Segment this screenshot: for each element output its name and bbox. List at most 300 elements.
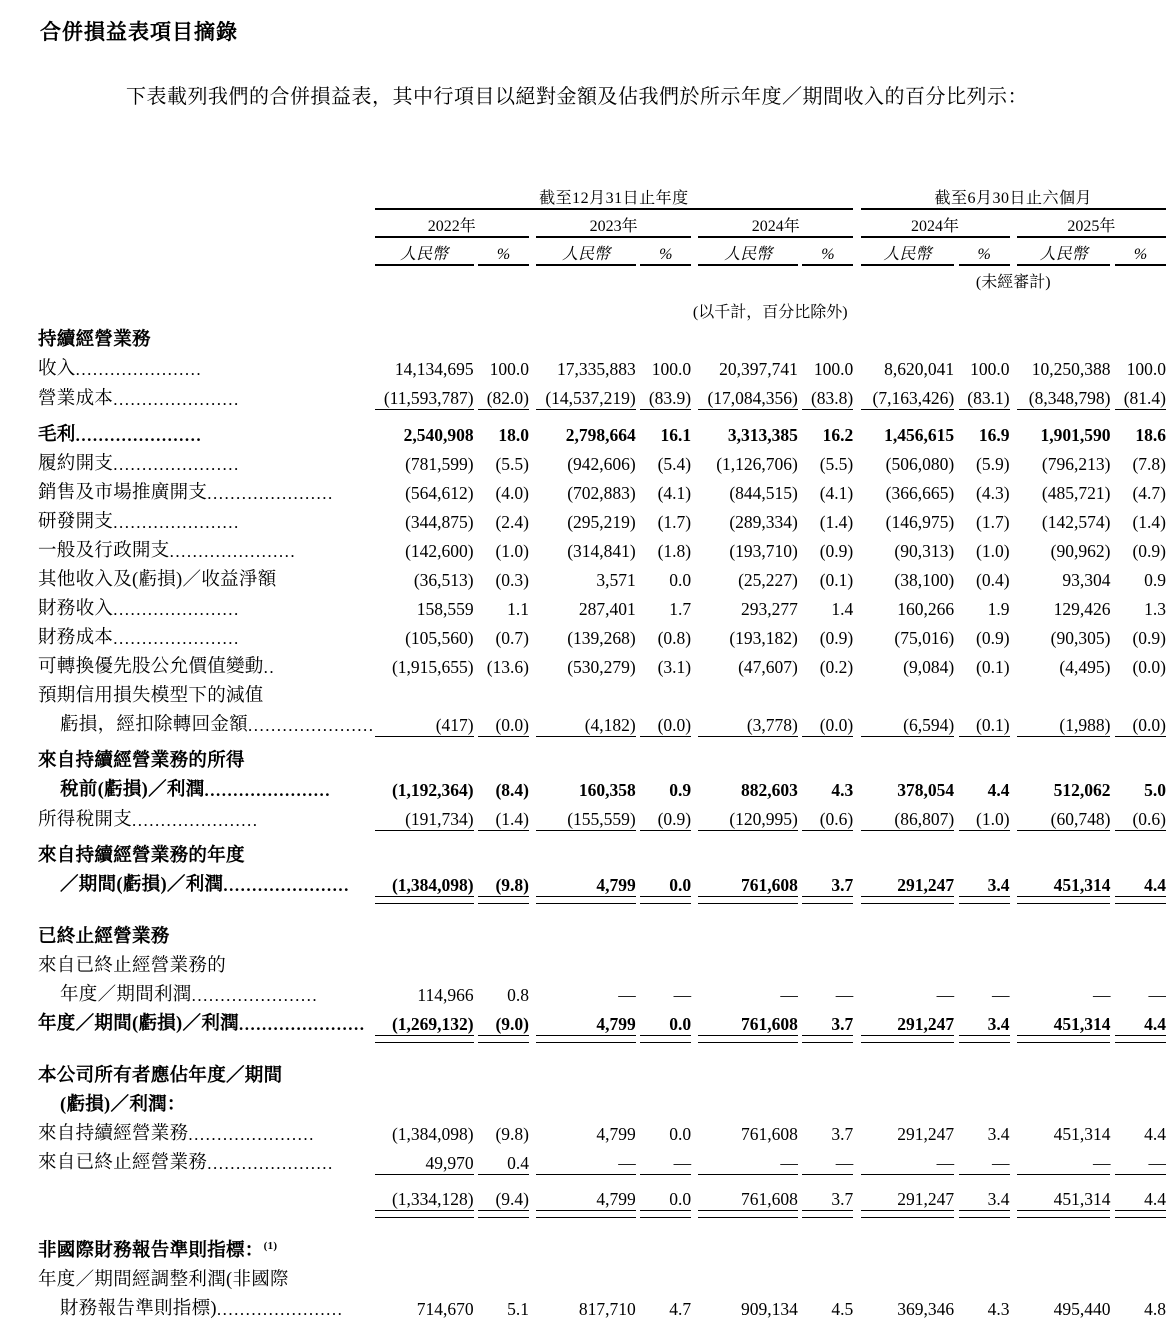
- pctrule-0: [478, 1211, 529, 1218]
- pctrule-1: [640, 1035, 691, 1042]
- cell-amount-2: 20,397,741: [698, 351, 798, 380]
- pct-header-3: %: [959, 238, 1010, 265]
- row-label-text: 稅前(虧損)／利潤: [38, 775, 205, 801]
- numrule-3: [861, 736, 955, 743]
- pctrule-0: [478, 896, 529, 903]
- cell-percent-4: —: [1115, 1145, 1166, 1175]
- cell-percent-2: 100.0: [802, 351, 853, 380]
- cell-percent-2: (0.9): [802, 620, 853, 649]
- table-row: [38, 562, 1166, 591]
- cell-percent-3: 4.4: [959, 772, 1010, 801]
- leader-dots: ......................: [248, 716, 375, 736]
- numrule-1: [536, 410, 636, 417]
- cell-amount-0: (1,269,132): [375, 1006, 474, 1036]
- cell-percent-3: 3.4: [959, 867, 1010, 897]
- cell-amount-1: (139,268): [536, 620, 636, 649]
- cell-percent-4: 18.6: [1115, 417, 1166, 446]
- numrule-0: [375, 1035, 474, 1042]
- cell-amount-1: (942,606): [536, 446, 636, 475]
- cell-percent-1: (0.8): [640, 620, 691, 649]
- cell-percent-4: 4.4: [1115, 1116, 1166, 1145]
- cell-percent-4: 5.0: [1115, 772, 1166, 801]
- numrule-4: [1017, 410, 1111, 417]
- cell-percent-4: (0.9): [1115, 533, 1166, 562]
- cell-amount-3: 291,247: [861, 867, 955, 897]
- numrule-2: [698, 736, 798, 743]
- unit-header-0: 人民幣: [375, 238, 474, 265]
- cell-percent-1: (83.9): [640, 380, 691, 410]
- cell-amount-2: 909,134: [698, 1291, 798, 1320]
- year-header-2023: 2023年: [536, 210, 691, 237]
- cell-amount-2: (844,515): [698, 475, 798, 504]
- numrule-0: [375, 1211, 474, 1218]
- row-label: [38, 533, 375, 562]
- row-label-text: 可轉換優先股公允價值變動: [38, 657, 264, 677]
- row-label: [38, 743, 375, 772]
- table-row: [38, 1145, 1166, 1175]
- numrule-1: [536, 1035, 636, 1042]
- cell-percent-1: 0.9: [640, 772, 691, 801]
- leader-dots: ......................: [239, 1015, 366, 1035]
- pctrule-3: [959, 1035, 1010, 1042]
- cell-amount-0: (142,600): [375, 533, 474, 562]
- numrule-3: [861, 1211, 955, 1218]
- cell-percent-2: (83.8): [802, 380, 853, 410]
- pctrule-4: [1115, 736, 1166, 743]
- rule-row-single: [38, 1174, 1166, 1181]
- cell-amount-1: 4,799: [536, 1181, 636, 1211]
- cell-amount-3: 1,456,615: [861, 417, 955, 446]
- numrule-2: [698, 896, 798, 903]
- cell-percent-3: 3.4: [959, 1006, 1010, 1036]
- section-heading: 持續經營業務: [38, 322, 375, 351]
- cell-percent-3: (0.9): [959, 620, 1010, 649]
- cell-percent-1: (4.1): [640, 475, 691, 504]
- cell-amount-0: (344,875): [375, 504, 474, 533]
- pctrule-3: [959, 896, 1010, 903]
- pct-header-1: %: [640, 238, 691, 265]
- cell-amount-4: —: [1017, 977, 1111, 1006]
- leader-dots: ......................: [76, 360, 203, 380]
- cell-percent-4: (0.0): [1115, 649, 1166, 678]
- pctrule-2: [802, 736, 853, 743]
- pctrule-0: [478, 1035, 529, 1042]
- row-label-text: 毛利: [38, 425, 76, 445]
- cell-amount-0: (1,384,098): [375, 867, 474, 897]
- cell-amount-4: (90,962): [1017, 533, 1111, 562]
- pctrule-1: [640, 736, 691, 743]
- cell-percent-0: (5.5): [478, 446, 529, 475]
- cell-percent-2: —: [802, 977, 853, 1006]
- cell-percent-3: (1.0): [959, 533, 1010, 562]
- row-label: [38, 446, 375, 475]
- leader-dots: ......................: [113, 455, 240, 475]
- row-label: [38, 867, 375, 897]
- cell-amount-3: (366,665): [861, 475, 955, 504]
- footnote-marker: (1): [264, 1240, 278, 1252]
- cell-amount-0: (1,334,128): [375, 1181, 474, 1211]
- pctrule-2: [802, 410, 853, 417]
- cell-amount-4: (90,305): [1017, 620, 1111, 649]
- year-header-2024: 2024年: [698, 210, 853, 237]
- cell-amount-4: (796,213): [1017, 446, 1111, 475]
- numrule-0: [375, 410, 474, 417]
- numrule-4: [1017, 736, 1111, 743]
- cell-percent-3: —: [959, 977, 1010, 1006]
- row-label: [38, 351, 375, 380]
- leader-dots: ......................: [192, 986, 319, 1006]
- table-row: [38, 351, 1166, 380]
- numrule-1: [536, 831, 636, 838]
- cell-percent-4: (0.9): [1115, 620, 1166, 649]
- cell-percent-3: (83.1): [959, 380, 1010, 410]
- pctrule-4: [1115, 1035, 1166, 1042]
- cell-percent-3: 4.3: [959, 1291, 1010, 1320]
- cell-percent-1: (3.1): [640, 649, 691, 678]
- cell-amount-3: 8,620,041: [861, 351, 955, 380]
- cell-percent-0: 18.0: [478, 417, 529, 446]
- cell-amount-3: (86,807): [861, 801, 955, 831]
- cell-amount-4: (485,721): [1017, 475, 1111, 504]
- cell-amount-2: (289,334): [698, 504, 798, 533]
- cell-percent-1: 0.0: [640, 1181, 691, 1211]
- cell-amount-0: (105,560): [375, 620, 474, 649]
- table-header-years: [38, 210, 1166, 237]
- cell-amount-0: (11,593,787): [375, 380, 474, 410]
- numrule-0: [375, 831, 474, 838]
- table-row: [38, 533, 1166, 562]
- cell-percent-3: 3.4: [959, 1181, 1010, 1211]
- cell-amount-4: (142,574): [1017, 504, 1111, 533]
- pctrule-1: [640, 896, 691, 903]
- table-row: [38, 649, 1166, 678]
- cell-amount-1: 287,401: [536, 591, 636, 620]
- pctrule-4: [1115, 1211, 1166, 1218]
- cell-percent-2: 16.2: [802, 417, 853, 446]
- cell-amount-4: 129,426: [1017, 591, 1111, 620]
- row-label: [38, 948, 375, 977]
- row-label-text: 財務成本: [38, 628, 113, 648]
- pctrule-2: [802, 1211, 853, 1218]
- cell-amount-1: 817,710: [536, 1291, 636, 1320]
- cell-percent-4: (0.0): [1115, 707, 1166, 737]
- rule-row-single: [38, 410, 1166, 417]
- leader-dots: ......................: [217, 1300, 344, 1320]
- cell-amount-3: (90,313): [861, 533, 955, 562]
- cell-percent-4: 0.9: [1115, 562, 1166, 591]
- cell-percent-3: 1.9: [959, 591, 1010, 620]
- table-row: [38, 417, 1166, 446]
- leader-dots: ......................: [188, 1125, 315, 1145]
- pctrule-4: [1115, 410, 1166, 417]
- cell-amount-1: —: [536, 1145, 636, 1175]
- income-statement-table: [38, 182, 1166, 1320]
- pctrule-1: [640, 1174, 691, 1181]
- row-label: [38, 1181, 375, 1211]
- spacer-row: [38, 1042, 1166, 1058]
- page-title: 合併損益表項目摘錄: [40, 16, 238, 46]
- table-row: [38, 1291, 1166, 1320]
- leader-dots: ..: [264, 658, 276, 678]
- cell-percent-3: (1.7): [959, 504, 1010, 533]
- cell-percent-4: (7.8): [1115, 446, 1166, 475]
- unit-header-4: 人民幣: [1017, 238, 1111, 265]
- numrule-4: [1017, 1035, 1111, 1042]
- leader-dots: ......................: [207, 1154, 334, 1174]
- cell-amount-3: (9,084): [861, 649, 955, 678]
- cell-amount-3: (146,975): [861, 504, 955, 533]
- cell-amount-4: 1,901,590: [1017, 417, 1111, 446]
- cell-amount-3: —: [861, 1145, 955, 1175]
- numrule-4: [1017, 896, 1111, 903]
- table-row: [38, 867, 1166, 897]
- unit-header-2: 人民幣: [698, 238, 798, 265]
- cell-percent-4: 4.4: [1115, 1181, 1166, 1211]
- numrule-3: [861, 410, 955, 417]
- row-label: [38, 620, 375, 649]
- table-row: [38, 1181, 1166, 1211]
- pct-header-4: %: [1115, 238, 1166, 265]
- cell-amount-4: (1,988): [1017, 707, 1111, 737]
- cell-amount-0: (1,192,364): [375, 772, 474, 801]
- cell-percent-0: (0.0): [478, 707, 529, 737]
- cell-percent-2: (1.4): [802, 504, 853, 533]
- pctrule-3: [959, 736, 1010, 743]
- cell-amount-1: 4,799: [536, 1116, 636, 1145]
- cell-percent-4: 1.3: [1115, 591, 1166, 620]
- row-label-text: 一般及行政開支: [38, 541, 170, 561]
- year-header-2022: 2022年: [375, 210, 529, 237]
- cell-percent-4: (1.4): [1115, 504, 1166, 533]
- cell-percent-0: 1.1: [478, 591, 529, 620]
- cell-percent-2: 3.7: [802, 1006, 853, 1036]
- cell-amount-0: 714,670: [375, 1291, 474, 1320]
- numrule-0: [375, 1174, 474, 1181]
- cell-percent-3: (4.3): [959, 475, 1010, 504]
- numrule-4: [1017, 1174, 1111, 1181]
- section-heading: 本公司所有者應佔年度／期間: [38, 1058, 375, 1087]
- pctrule-0: [478, 1174, 529, 1181]
- cell-percent-1: 0.0: [640, 867, 691, 897]
- cell-percent-1: (1.8): [640, 533, 691, 562]
- cell-percent-1: (1.7): [640, 504, 691, 533]
- cell-percent-1: 0.0: [640, 562, 691, 591]
- cell-percent-2: (0.9): [802, 533, 853, 562]
- leader-dots: ......................: [132, 811, 259, 831]
- cell-percent-4: —: [1115, 977, 1166, 1006]
- numrule-3: [861, 1035, 955, 1042]
- units-note: (以千計，百分比除外): [375, 292, 1166, 322]
- row-label-text: 來自已終止經營業務的: [38, 956, 226, 976]
- cell-percent-4: 4.8: [1115, 1291, 1166, 1320]
- cell-amount-4: (60,748): [1017, 801, 1111, 831]
- cell-percent-4: (0.6): [1115, 801, 1166, 831]
- cell-percent-4: 4.4: [1115, 1006, 1166, 1036]
- cell-amount-1: 4,799: [536, 1006, 636, 1036]
- cell-amount-4: (8,348,798): [1017, 380, 1111, 410]
- row-label: [38, 562, 375, 591]
- pctrule-0: [478, 831, 529, 838]
- cell-amount-3: (6,594): [861, 707, 955, 737]
- cell-percent-3: (1.0): [959, 801, 1010, 831]
- row-label-text: 來自已終止經營業務: [38, 1153, 207, 1173]
- row-label: [38, 977, 375, 1006]
- row-label: [38, 678, 375, 707]
- row-label-text: 年度／期間利潤: [38, 980, 192, 1006]
- numrule-3: [861, 896, 955, 903]
- table-row: [38, 504, 1166, 533]
- table-row: [38, 620, 1166, 649]
- spacer-row: [38, 1218, 1166, 1234]
- cell-amount-2: (193,710): [698, 533, 798, 562]
- header-spacer: [38, 182, 375, 209]
- cell-amount-0: (1,384,098): [375, 1116, 474, 1145]
- cell-percent-2: —: [802, 1145, 853, 1175]
- numrule-1: [536, 1211, 636, 1218]
- cell-percent-0: 0.4: [478, 1145, 529, 1175]
- cell-percent-3: 16.9: [959, 417, 1010, 446]
- leader-dots: ......................: [113, 600, 240, 620]
- cell-percent-1: 16.1: [640, 417, 691, 446]
- cell-percent-2: 1.4: [802, 591, 853, 620]
- cell-amount-4: 451,314: [1017, 1181, 1111, 1211]
- pctrule-1: [640, 410, 691, 417]
- row-label-text: 年度／期間(虧損)／利潤: [38, 1014, 239, 1034]
- cell-percent-3: 3.4: [959, 1116, 1010, 1145]
- pctrule-4: [1115, 896, 1166, 903]
- pctrule-3: [959, 1211, 1010, 1218]
- cell-percent-0: 100.0: [478, 351, 529, 380]
- cell-amount-3: 160,266: [861, 591, 955, 620]
- cell-percent-0: (4.0): [478, 475, 529, 504]
- spacer-row: [38, 903, 1166, 919]
- row-label: [38, 801, 375, 831]
- cell-amount-0: (191,734): [375, 801, 474, 831]
- row-label-text: 所得稅開支: [38, 810, 132, 830]
- cell-amount-2: (47,607): [698, 649, 798, 678]
- unaudited-note-row: [38, 266, 1166, 292]
- cell-percent-2: (5.5): [802, 446, 853, 475]
- section-heading-row: [38, 1233, 1166, 1262]
- cell-percent-1: (0.0): [640, 707, 691, 737]
- cell-percent-0: (2.4): [478, 504, 529, 533]
- unaudited-note: (未經審計): [861, 266, 1166, 292]
- numrule-3: [861, 831, 955, 838]
- cell-amount-3: 378,054: [861, 772, 955, 801]
- table-row: [38, 743, 1166, 772]
- cell-amount-1: 160,358: [536, 772, 636, 801]
- row-label-text: 虧損，經扣除轉回金額: [38, 710, 248, 736]
- cell-percent-0: (9.8): [478, 1116, 529, 1145]
- row-label: [38, 417, 375, 446]
- cell-amount-0: 114,966: [375, 977, 474, 1006]
- row-label: [38, 707, 375, 737]
- numrule-2: [698, 1035, 798, 1042]
- cell-amount-4: (4,495): [1017, 649, 1111, 678]
- table-row: [38, 380, 1166, 410]
- cell-amount-1: (295,219): [536, 504, 636, 533]
- cell-amount-3: (7,163,426): [861, 380, 955, 410]
- row-label-text: 財務報告準則指標): [38, 1294, 217, 1320]
- table-row: [38, 678, 1166, 707]
- pctrule-2: [802, 1174, 853, 1181]
- cell-amount-1: (14,537,219): [536, 380, 636, 410]
- cell-percent-4: (4.7): [1115, 475, 1166, 504]
- section-heading-row: [38, 1087, 1166, 1116]
- numrule-2: [698, 831, 798, 838]
- cell-amount-4: —: [1017, 1145, 1111, 1175]
- cell-amount-1: (530,279): [536, 649, 636, 678]
- cell-percent-3: —: [959, 1145, 1010, 1175]
- row-label-text: 銷售及市場推廣開支: [38, 483, 207, 503]
- cell-amount-2: (17,084,356): [698, 380, 798, 410]
- numrule-2: [698, 410, 798, 417]
- cell-percent-2: (0.6): [802, 801, 853, 831]
- cell-percent-2: (0.0): [802, 707, 853, 737]
- pctrule-0: [478, 410, 529, 417]
- cell-percent-3: (0.4): [959, 562, 1010, 591]
- pctrule-2: [802, 831, 853, 838]
- leader-dots: ......................: [113, 390, 240, 410]
- cell-amount-3: 291,247: [861, 1006, 955, 1036]
- cell-amount-3: —: [861, 977, 955, 1006]
- cell-amount-0: 158,559: [375, 591, 474, 620]
- leader-dots: ......................: [223, 876, 350, 896]
- cell-percent-1: (5.4): [640, 446, 691, 475]
- pctrule-3: [959, 831, 1010, 838]
- cell-amount-2: 761,608: [698, 867, 798, 897]
- cell-amount-2: (120,995): [698, 801, 798, 831]
- leader-dots: ......................: [170, 542, 297, 562]
- section-heading-line2: [38, 1087, 375, 1116]
- table-row: [38, 1262, 1166, 1291]
- cell-percent-1: 0.0: [640, 1006, 691, 1036]
- section-heading-row: [38, 919, 1166, 948]
- cell-amount-2: 3,313,385: [698, 417, 798, 446]
- cell-percent-1: 4.7: [640, 1291, 691, 1320]
- cell-percent-2: 4.3: [802, 772, 853, 801]
- cell-amount-2: (193,182): [698, 620, 798, 649]
- row-label: [38, 1145, 375, 1175]
- table-row: [38, 446, 1166, 475]
- row-label: [38, 380, 375, 410]
- cell-amount-4: 451,314: [1017, 867, 1111, 897]
- cell-percent-4: 4.4: [1115, 867, 1166, 897]
- cell-amount-0: (564,612): [375, 475, 474, 504]
- row-label: [38, 838, 375, 867]
- cell-amount-0: 14,134,695: [375, 351, 474, 380]
- numrule-1: [536, 736, 636, 743]
- leader-dots: ......................: [113, 629, 240, 649]
- table-row: [38, 772, 1166, 801]
- row-label: [38, 1116, 375, 1145]
- cell-amount-2: (3,778): [698, 707, 798, 737]
- numrule-0: [375, 736, 474, 743]
- cell-amount-3: (75,016): [861, 620, 955, 649]
- table-row: [38, 948, 1166, 977]
- row-label-text: 來自持續經營業務: [38, 1124, 188, 1144]
- cell-amount-2: 761,608: [698, 1181, 798, 1211]
- cell-percent-0: (9.8): [478, 867, 529, 897]
- cell-percent-1: —: [640, 977, 691, 1006]
- rule-row-double: [38, 896, 1166, 903]
- cell-percent-3: 100.0: [959, 351, 1010, 380]
- pctrule-2: [802, 1035, 853, 1042]
- cell-percent-1: —: [640, 1145, 691, 1175]
- cell-percent-0: (82.0): [478, 380, 529, 410]
- unit-header-3: 人民幣: [861, 238, 955, 265]
- row-label-text: 預期信用損失模型下的減值: [38, 686, 264, 706]
